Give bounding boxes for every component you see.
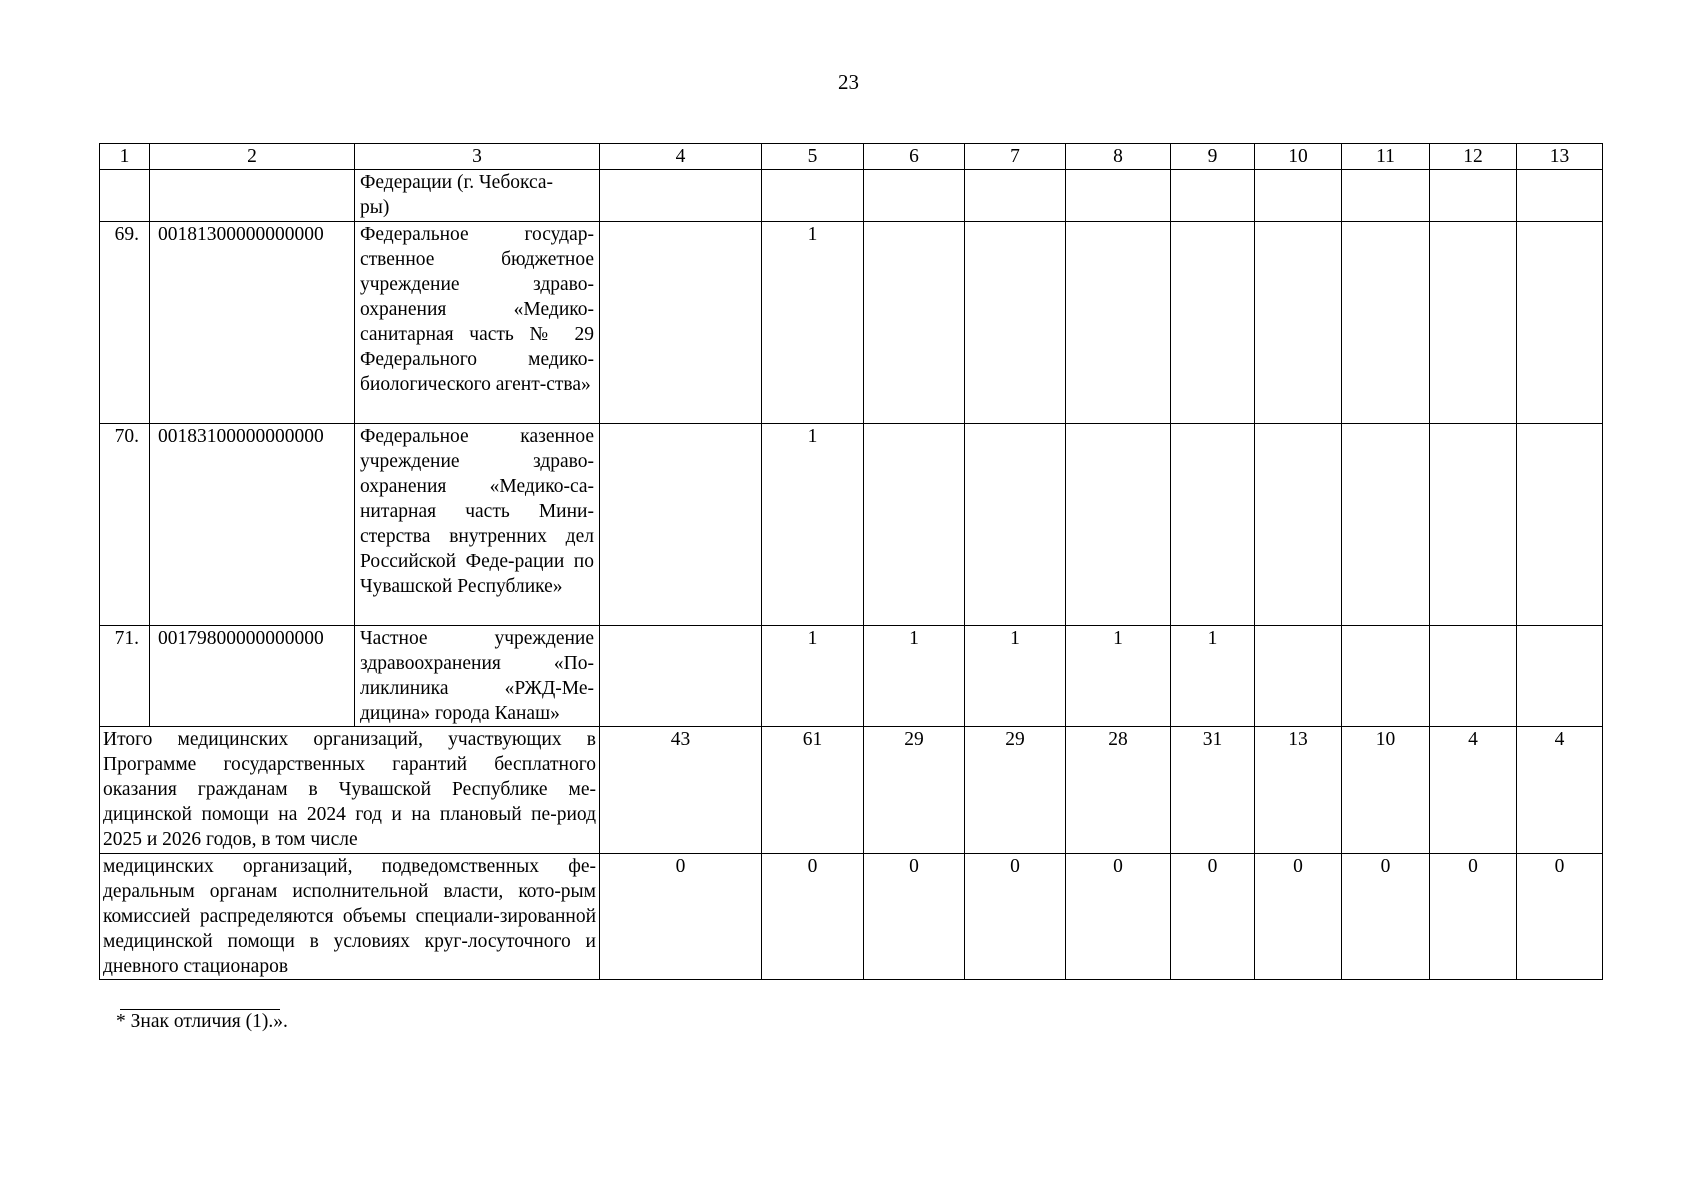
column-header: 12	[1430, 144, 1517, 170]
column-header: 13	[1517, 144, 1603, 170]
cell-value: 1	[1171, 626, 1255, 727]
cell-value	[965, 424, 1066, 626]
row-number: 69.	[100, 222, 150, 424]
cell-value	[600, 222, 762, 424]
total-value: 61	[762, 727, 864, 854]
column-header: 9	[1171, 144, 1255, 170]
organization-name: Федерации (г. Чебокса- ры)	[355, 170, 600, 222]
subtotal-value: 0	[1430, 854, 1517, 980]
cell-value	[1066, 222, 1171, 424]
cell-value	[1066, 170, 1171, 222]
organization-code: 00183100000000000	[150, 424, 355, 626]
table-row	[100, 626, 1603, 727]
cell-value	[762, 170, 864, 222]
column-header: 4	[600, 144, 762, 170]
subtotal-value: 0	[965, 854, 1066, 980]
cell-value	[1430, 626, 1517, 727]
cell-value	[864, 170, 965, 222]
total-value: 31	[1171, 727, 1255, 854]
subtotal-value: 0	[864, 854, 965, 980]
total-value: 29	[864, 727, 965, 854]
organization-code: 00179800000000000	[150, 626, 355, 727]
cell-value	[600, 424, 762, 626]
cell-value	[600, 170, 762, 222]
subtotal-label: медицинских организаций, подведомственных фе-деральным органам исполнительной власти, кото-рым комиссией распределяются объемы специали-зированной медицинской помощи в условиях круг-лосуточного и дневного стационаров	[100, 854, 600, 980]
column-header: 2	[150, 144, 355, 170]
organization-code: 00181300000000000	[150, 222, 355, 424]
cell-value	[1342, 170, 1430, 222]
cell-value	[1342, 626, 1430, 727]
cell-value	[864, 222, 965, 424]
table-row	[100, 424, 1603, 626]
row-number: 70.	[100, 424, 150, 626]
column-header: 5	[762, 144, 864, 170]
cell-value: 1	[762, 222, 864, 424]
subtotal-value: 0	[1066, 854, 1171, 980]
cell-value	[965, 170, 1066, 222]
total-value: 4	[1517, 727, 1603, 854]
cell-value: 1	[762, 424, 864, 626]
cell-value	[1255, 626, 1342, 727]
table-row	[100, 170, 1603, 222]
column-header: 11	[1342, 144, 1430, 170]
cell-value	[1517, 626, 1603, 727]
subtotal-value: 0	[1171, 854, 1255, 980]
total-label: Итого медицинских организаций, участвующих в Программе государственных гарантий бесплатного оказания гражданам в Чувашской Республике ме-дицинской помощи на 2024 год и на плановый пе-риод 2025 и 2026 годов, в том числе	[100, 727, 600, 854]
organization-name: Федеральное государ-ственное бюджетное учреждение здраво-охранения «Медико-санитарная часть № 29 Федерального медико-биологического агент-ства»	[355, 222, 600, 424]
cell-value	[1517, 170, 1603, 222]
cell-value: 1	[1066, 626, 1171, 727]
column-header: 8	[1066, 144, 1171, 170]
subtotal-value: 0	[1517, 854, 1603, 980]
cell-value: 1	[864, 626, 965, 727]
organization-code	[150, 170, 355, 222]
total-row	[100, 727, 1603, 854]
cell-value	[1517, 222, 1603, 424]
column-number-row	[100, 144, 1603, 170]
cell-value	[1171, 424, 1255, 626]
cell-value	[1255, 424, 1342, 626]
column-header: 3	[355, 144, 600, 170]
row-number: 71.	[100, 626, 150, 727]
row-number	[100, 170, 150, 222]
organization-name: Частное учреждение здравоохранения «По-ликлиника «РЖД-Ме-дицина» города Канаш»	[355, 626, 600, 727]
footnote: * Знак отличия (1).».	[116, 1011, 288, 1032]
cell-value	[1342, 222, 1430, 424]
cell-value	[1255, 222, 1342, 424]
cell-value	[965, 222, 1066, 424]
data-table	[99, 143, 1603, 980]
column-header: 6	[864, 144, 965, 170]
cell-value	[1430, 424, 1517, 626]
subtotal-value: 0	[600, 854, 762, 980]
total-value: 43	[600, 727, 762, 854]
column-header: 7	[965, 144, 1066, 170]
cell-value	[600, 626, 762, 727]
total-value: 10	[1342, 727, 1430, 854]
cell-value	[1171, 170, 1255, 222]
page-number: 23	[838, 70, 859, 94]
total-value: 4	[1430, 727, 1517, 854]
cell-value	[1255, 170, 1342, 222]
column-header: 10	[1255, 144, 1342, 170]
total-value: 28	[1066, 727, 1171, 854]
cell-value	[1171, 222, 1255, 424]
cell-value: 1	[965, 626, 1066, 727]
cell-value	[1430, 170, 1517, 222]
cell-value	[1430, 222, 1517, 424]
cell-value	[1342, 424, 1430, 626]
cell-value	[1066, 424, 1171, 626]
subtotal-row	[100, 854, 1603, 980]
organization-name: Федеральное казенное учреждение здраво-охранения «Медико-са-нитарная часть Мини-стерства внутренних дел Российской Феде-рации по Чувашской Республике»	[355, 424, 600, 626]
cell-value	[1517, 424, 1603, 626]
total-value: 13	[1255, 727, 1342, 854]
total-value: 29	[965, 727, 1066, 854]
table-row	[100, 222, 1603, 424]
subtotal-value: 0	[1342, 854, 1430, 980]
subtotal-value: 0	[1255, 854, 1342, 980]
subtotal-value: 0	[762, 854, 864, 980]
column-header: 1	[100, 144, 150, 170]
cell-value: 1	[762, 626, 864, 727]
cell-value	[864, 424, 965, 626]
